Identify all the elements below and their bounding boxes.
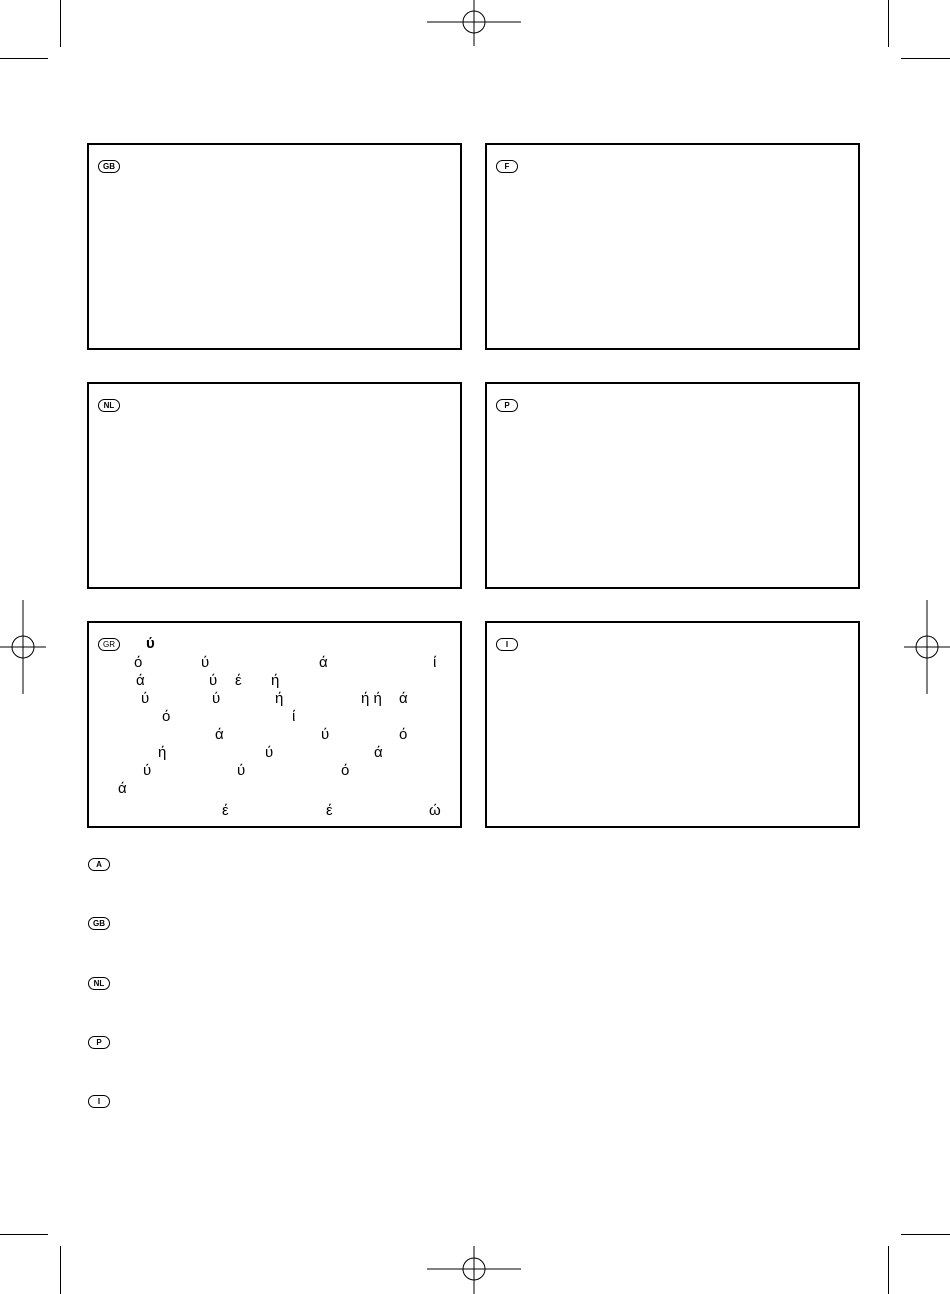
greek-fragment: ή [275,690,284,707]
greek-fragment: ύ [212,690,221,707]
registration-mark-bottom [427,1246,523,1294]
panel-gr [87,621,462,828]
language-badge-gr: GR [98,638,120,651]
crop-mark [60,0,61,47]
greek-fragment: ό [341,762,350,779]
language-badge-i: I [496,638,518,651]
legend-badge-p: P [88,1036,110,1049]
registration-mark-top [427,0,523,48]
greek-fragment: ά [118,780,127,797]
greek-fragment: έ [222,802,229,819]
greek-fragment: ό [134,654,143,671]
greek-fragment: ύ [209,672,218,689]
crop-mark [888,1246,889,1294]
legend-badge-a: A [88,858,110,871]
greek-fragment: ή ή [361,690,382,707]
greek-fragment: ί [292,708,296,725]
greek-fragment: ά [136,672,145,689]
panel-gb [87,143,462,350]
greek-fragment: ή [271,672,280,689]
greek-fragment: ύ [141,690,150,707]
greek-fragment: ύ [265,744,274,761]
crop-mark [901,1234,950,1235]
language-badge-f: F [496,160,518,173]
greek-fragment: έ [235,672,242,689]
panel-f [485,143,860,350]
registration-mark-left [0,600,48,694]
crop-mark [60,1246,61,1294]
language-badge-nl: NL [98,399,120,412]
greek-fragment: ύ [201,654,210,671]
greek-fragment: ί [433,654,437,671]
greek-fragment: ή [158,744,167,761]
greek-fragment: ά [374,744,383,761]
legend-badge-gb: GB [88,917,110,930]
greek-fragment: ά [215,726,224,743]
greek-fragment: ύ [321,726,330,743]
greek-fragment: έ [326,802,333,819]
legend-badge-i: I [88,1095,110,1108]
panel-nl [87,382,462,589]
greek-fragment: ύ [237,762,246,779]
language-badge-gb: GB [98,160,120,173]
greek-fragment: ά [399,690,408,707]
greek-heading: ύ [146,635,155,652]
language-badge-p: P [496,399,518,412]
legend-badge-nl: NL [88,977,110,990]
greek-fragment: ό [162,708,171,725]
registration-mark-right [902,600,950,694]
panel-p [485,382,860,589]
crop-mark [0,58,48,59]
crop-mark [888,0,889,47]
greek-fragment: ά [319,654,328,671]
greek-fragment: ύ [143,762,152,779]
crop-mark [0,1234,48,1235]
crop-mark [901,58,950,59]
greek-fragment: ό [399,726,408,743]
greek-fragment: ώ [429,802,441,819]
panel-i [485,621,860,828]
